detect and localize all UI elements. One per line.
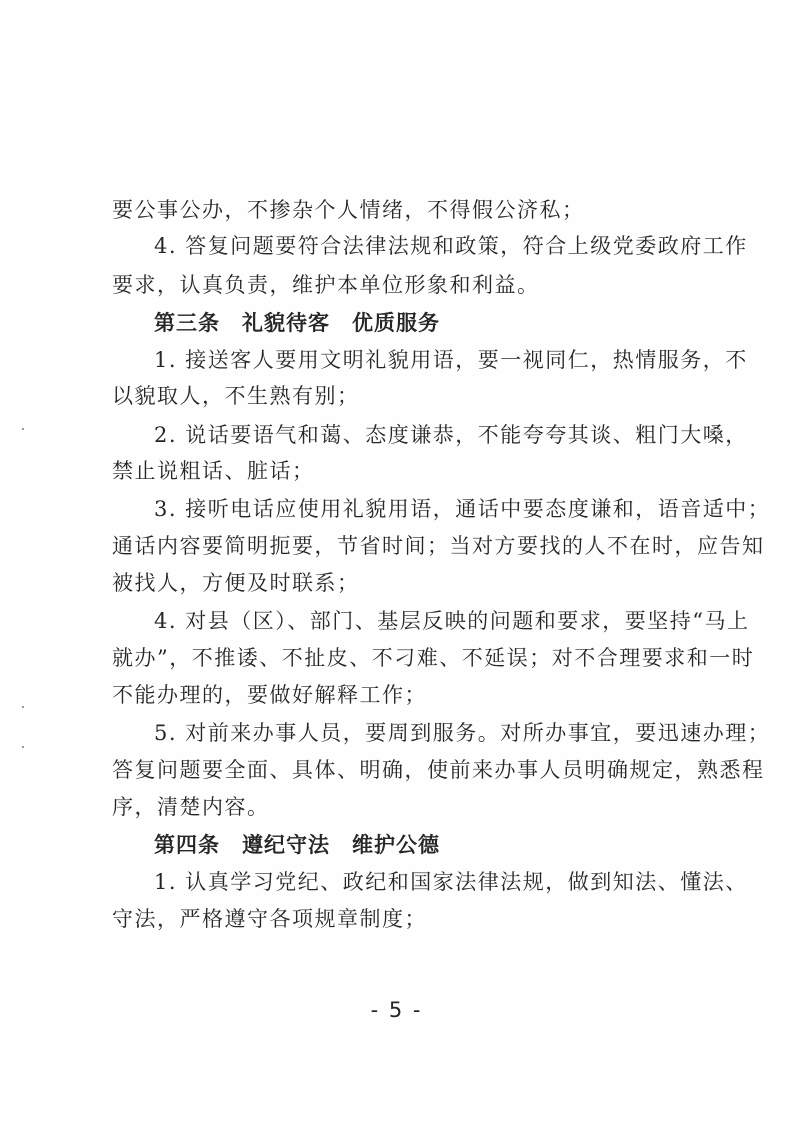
scan-speck: [22, 746, 24, 748]
paragraph-line: 序，清楚内容。: [112, 795, 270, 819]
page-number: - 5 -: [370, 998, 423, 1022]
paragraph-line: 5. 对前来办事人员，要周到服务。对所办事宜，要迅速办理；: [154, 721, 771, 745]
paragraph-line: 要公事公办，不掺杂个人情绪，不得假公济私；: [112, 198, 585, 222]
paragraph-line: 要求，认真负责，维护本单位形象和利益。: [112, 273, 540, 297]
paragraph-line: 以貌取人，不生熟有别；: [112, 384, 360, 408]
paragraph-line: 3. 接听电话应使用礼貌用语，通话中要态度谦和，语音适中；: [154, 497, 771, 521]
paragraph-line: 就办”，不推诿、不扯皮、不刁难、不延误；对不合理要求和一时: [112, 646, 755, 670]
article-3-heading: [154, 309, 734, 337]
scan-speck: [22, 706, 24, 708]
article-4-title: 遵纪守法 维护公德: [242, 833, 440, 857]
paragraph-line: 1. 认真学习党纪、政纪和国家法律法规，做到知法、懂法、: [154, 870, 748, 894]
paragraph-line: 不能办理的，要做好解释工作；: [112, 683, 427, 707]
paragraph-line: 禁止说粗话、脏话；: [112, 459, 315, 483]
article-4-heading: [154, 831, 734, 859]
paragraph-line: 1. 接送客人要用文明礼貌用语，要一视同仁，热情服务，不: [154, 348, 748, 372]
paragraph-line: 4. 对县（区）、部门、基层反映的问题和要求，要坚持“马上: [154, 609, 750, 633]
paragraph-line: 守法，严格遵守各项规章制度；: [112, 907, 427, 931]
paragraph-line: 4. 答复问题要符合法律法规和政策，符合上级党委政府工作: [154, 234, 748, 258]
paragraph-line: 通话内容要简明扼要，节省时间；当对方要找的人不在时，应告知: [112, 534, 765, 558]
article-4-number: 第四条: [154, 833, 220, 857]
paragraph-line: 答复问题要全面、具体、明确，使前来办事人员明确规定，熟悉程: [112, 758, 765, 782]
article-3-title: 礼貌待客 优质服务: [242, 311, 440, 335]
article-3-number: 第三条: [154, 311, 220, 335]
paragraph-line: 被找人，方便及时联系；: [112, 571, 360, 595]
paragraph-line: 2. 说话要语气和蔼、态度谦恭，不能夸夸其谈、粗门大嗓，: [154, 423, 748, 447]
scan-speck: [22, 428, 24, 430]
